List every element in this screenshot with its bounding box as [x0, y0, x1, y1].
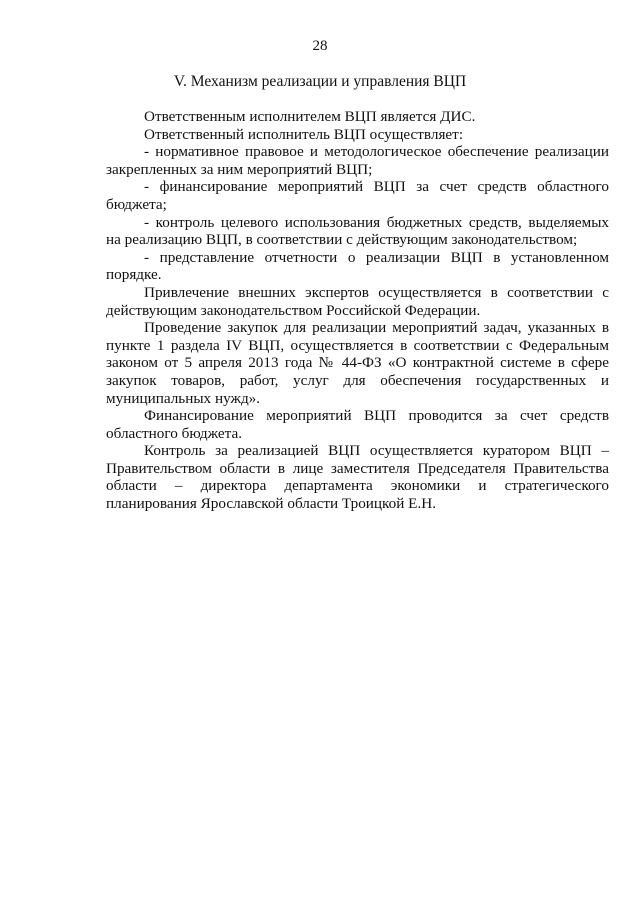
paragraph-financing: Финансирование мероприятий ВЦП проводится за счет средств областного бюджета. — [106, 407, 609, 442]
page-number: 28 — [312, 38, 328, 54]
list-item-regulatory-support: - нормативное правовое и методологическое обеспечение реализации закрепленных за ним мероприятий ВЦП; — [106, 143, 609, 178]
body-text — [106, 108, 609, 513]
list-item-financing: - финансирование мероприятий ВЦП за счет средств областного бюджета; — [106, 178, 609, 213]
section-heading: V. Механизм реализации и управления ВЦП — [173, 73, 467, 90]
paragraph-control: Контроль за реализацией ВЦП осуществляется куратором ВЦП – Правительством области в лице заместителя Председателя Правительства области – директора департамента экономики и стратегического планирования Ярославской области Троицкой Е.Н. — [106, 442, 609, 513]
paragraph-procurement: Проведение закупок для реализации мероприятий задач, указанных в пункте 1 раздела IV ВЦП, осуществляется в соответствии с Федеральным законом от 5 апреля 2013 года № 44-ФЗ «О контрактной системе в сфере закупок товаров, работ, услуг для обеспечения государственных и муниципальных нужд». — [106, 319, 609, 407]
list-item-budget-control: - контроль целевого использования бюджетных средств, выделяемых на реализацию ВЦП, в соответствии с действующим законодательством; — [106, 213, 609, 249]
paragraph-external-experts: Привлечение внешних экспертов осуществляется в соответствии с действующим законодательством Российской Федерации. — [106, 283, 609, 319]
paragraph-executor-duties: Ответственный исполнитель ВЦП осуществляет: — [144, 125, 464, 143]
list-item-reporting: - представление отчетности о реализации ВЦП в установленном порядке. — [106, 248, 609, 284]
paragraph-responsible-executor: Ответственным исполнителем ВЦП является ДИС. — [144, 108, 476, 125]
